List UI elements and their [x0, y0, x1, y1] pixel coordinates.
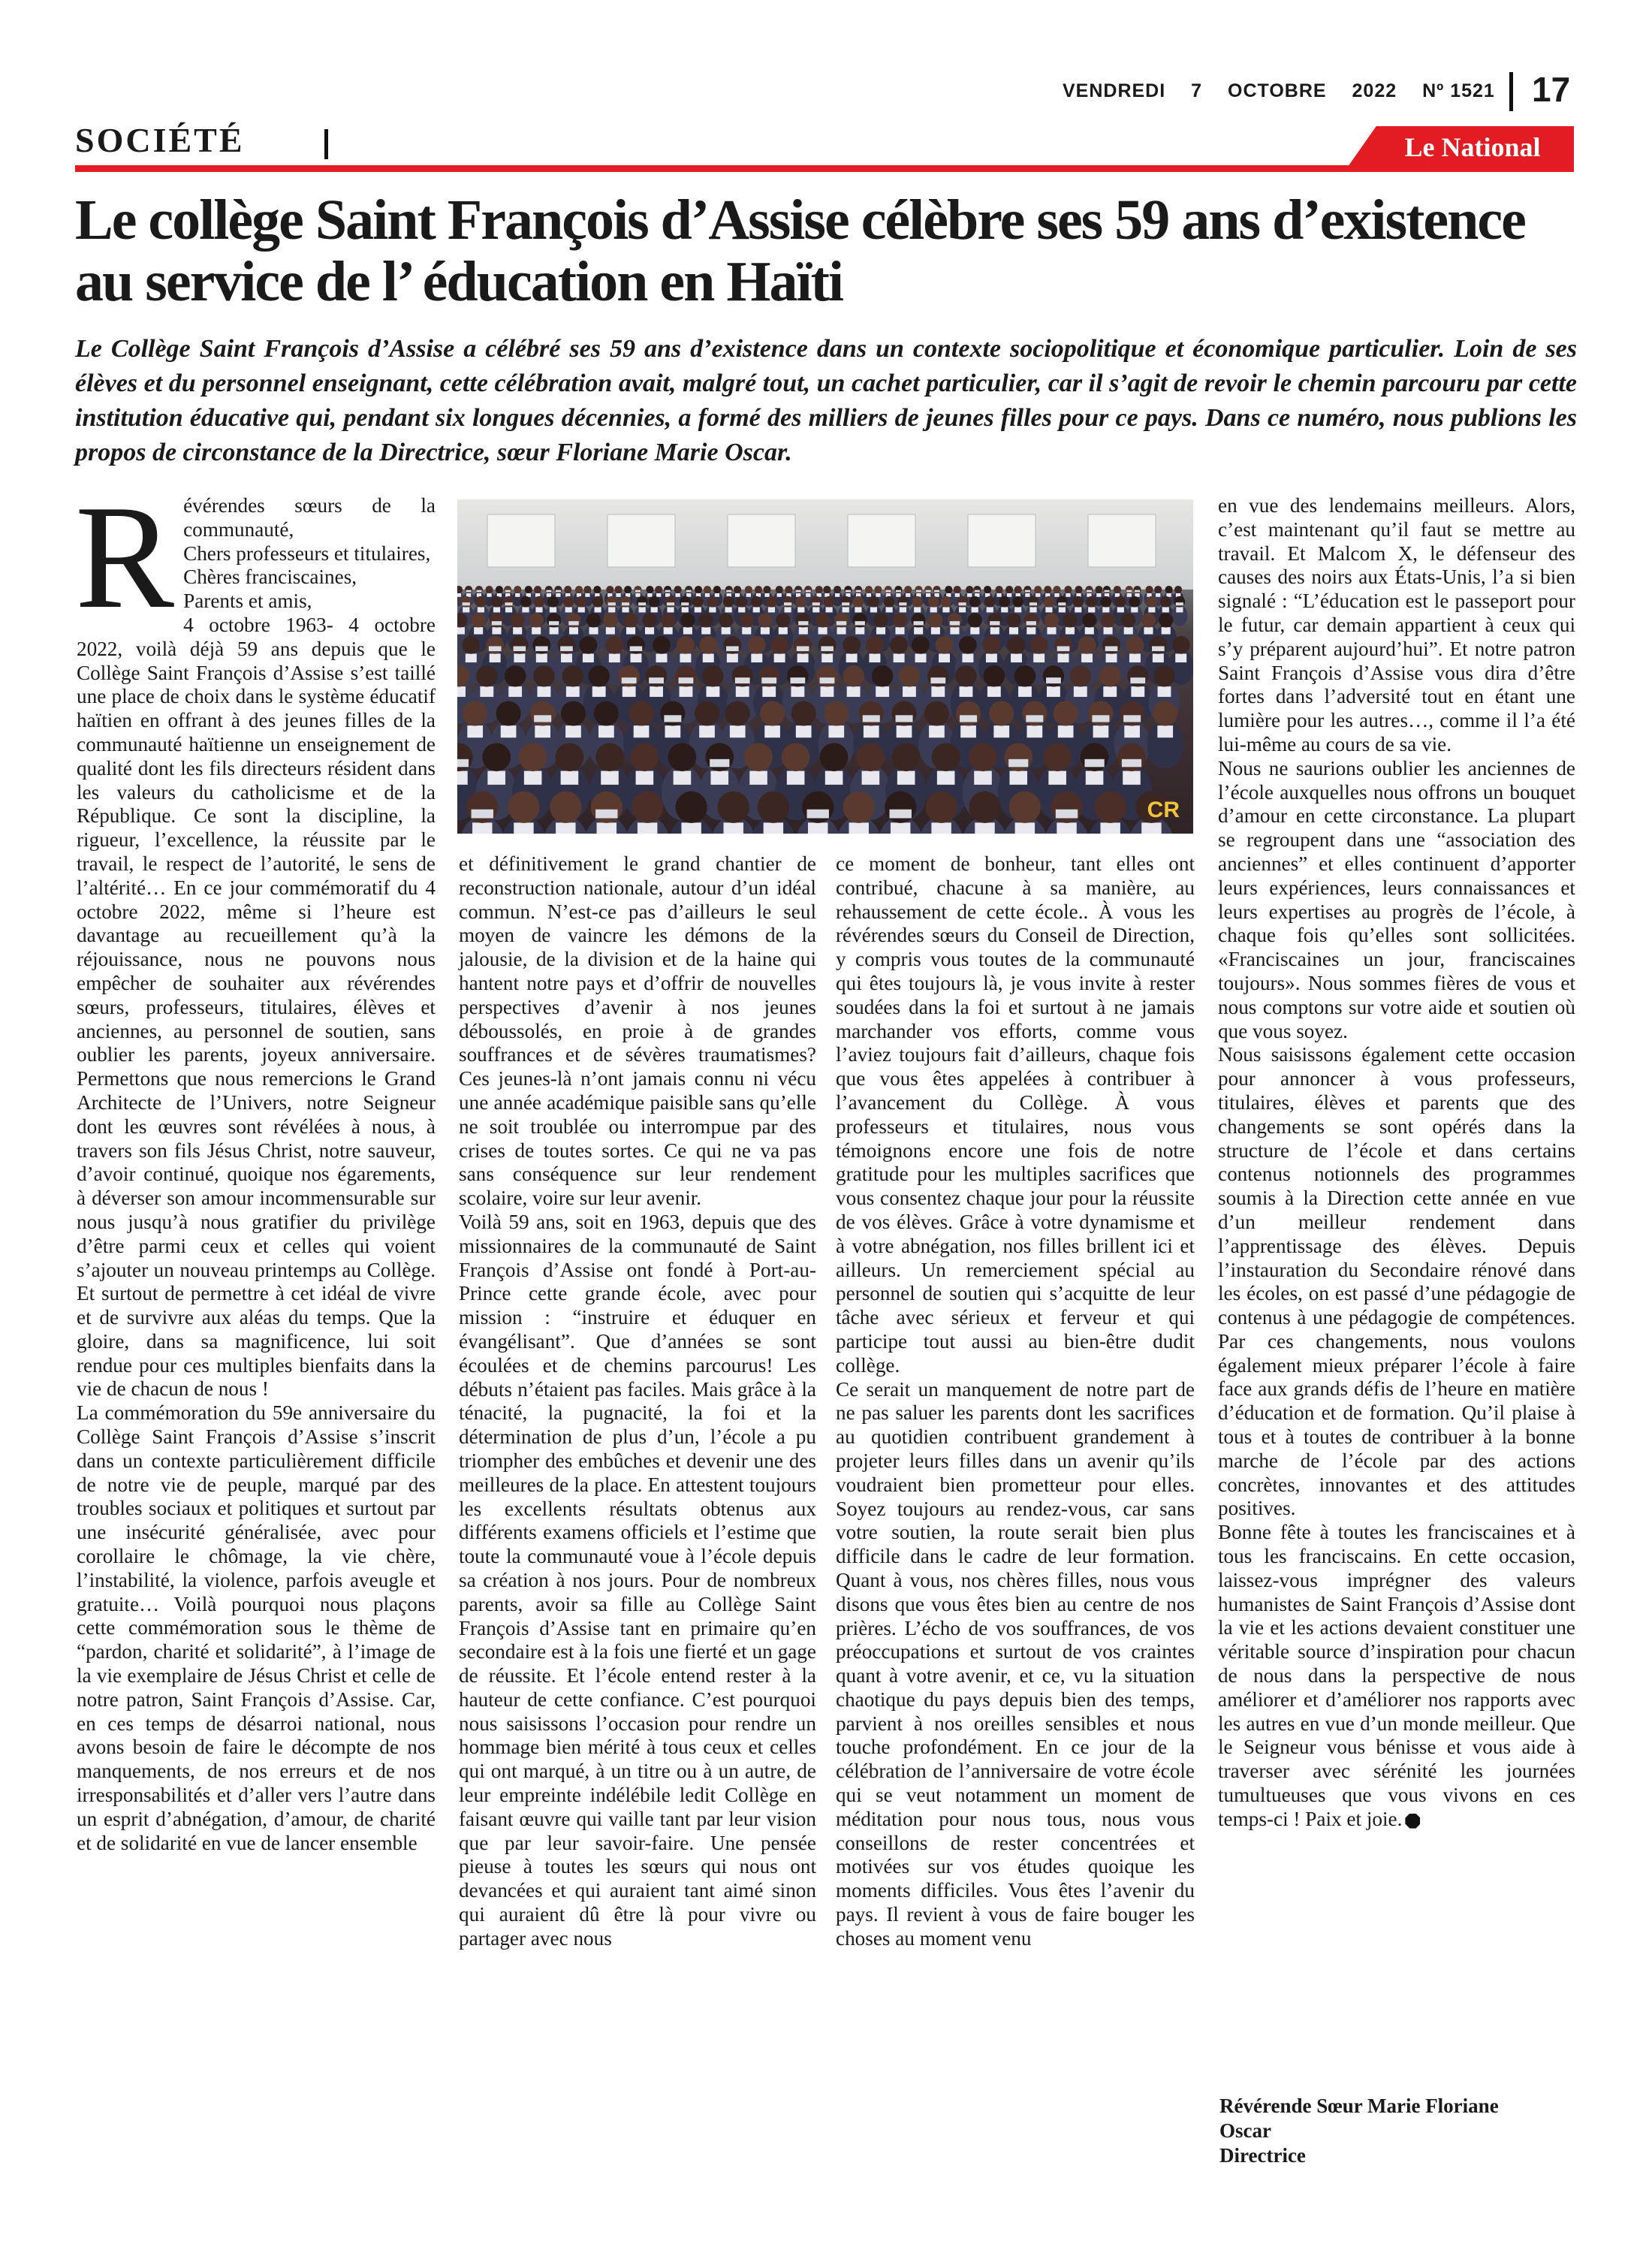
article-column-4: [1218, 494, 1575, 1832]
paragraph: 4 octobre 1963- 4 octobre 2022, voilà déjà 59 ans depuis que le Collège Saint François d’Assise s’est taillé une place de choix dans le système éducatif haïtien en offrant à des jeunes filles de la communauté haïtienne un enseignement de qualité dont les fils directeurs résident dans les valeurs du catholicisme et de la République. Ce sont la discipline, la rigueur, l’excellence, la réussite par le travail, le respect de l’autorité, le sens de l’altérité… En ce jour commémoratif du 4 octobre 2022, même si l’heure est davantage au recueillement qu’à la réjouissance, nous ne pouvons nous empêcher de souhaiter aux révérendes sœurs, professeurs, titulaires, élèves et anciennes, au personnel de soutien, sans oublier les parents, joyeux anniversaire. Permettons que nous remercions le Grand Architecte de l’Univers, notre Seigneur dont les œuvres sont révélées à nous, à travers son fils Jésus Christ, notre sauveur, d’avoir continué, quoique nos égarements, à déverser son amour incommensurable sur nous jusqu’à nous gratifier du privilège d’être parmi ceux et celles qui voient s’ajouter un nouveau printemps au Collège. Et surtout de permettre à cet idéal de vivre et de survivre aux aléas du temps. Que la gloire, dans sa magnificence, lui soit rendue pour ces multiples bienfaits dans la vie de chacun de nous !: [77, 613, 436, 1401]
header-divider: [1509, 72, 1513, 111]
signature-name-line-2: Oscar: [1219, 2119, 1271, 2142]
signature-title: Directrice: [1219, 2144, 1306, 2167]
paragraph: en vue des lendemains meilleurs. Alors, c’est maintenant qu’il faut se mettre au travail. Et Malcom X, le défenseur des causes des noirs aux États-Unis, l’a si bien signalé : “L’éducation est le passeport pour le futur, car demain appartient à ceux qui s’y préparent aujourd’hui”. Et notre patron Saint François d’Assise vous dira d’être fortes dans l’adversité tout en étant une lumière pour les autres…, comme il l’a été lui-même au cours de sa vie.: [1218, 494, 1575, 756]
paragraph: La commémoration du 59e anniversaire du Collège Saint François d’Assise s’inscrit dans un contexte particulièrement difficile de notre vie de peuple, marqué par des troubles sociaux et politiques et surtout par une insécurité généralisée, avec pour corollaire le chômage, la vie chère, l’instabilité, la violence, parfois aveugle et gratuite… Voilà pourquoi nous plaçons cette commémoration sous le thème de “pardon, charité et solidarité”, à l’image de la vie exemplaire de Jésus Christ et celle de notre patron, Saint François d’Assise. Car, en ces temps de désarroi national, nous avons besoin de faire le décompte de nos manquements, de nos erreurs et de nos irresponsabilités et d’aller vers l’autre dans un esprit d’abnégation, d’amour, de charité et de solidarité en vue de lancer ensemble: [77, 1401, 436, 1854]
section-divider: [324, 129, 328, 159]
headline-line-1: Le collège Saint François d’Assise célèbre ses 59 ans d’existence: [75, 189, 1525, 252]
issue-number: Nº 1521: [1422, 80, 1495, 101]
paragraph: Parents et amis,: [183, 590, 312, 613]
paragraph: Chères franciscaines,: [183, 566, 357, 589]
paragraph: Ce serait un manquement de notre part de ne pas saluer les parents dont les sacrifices au quotidien contribuent grandement à projeter leurs filles dans un avenir qu’ils voudraient bien prometteur pour elles. Soyez toujours au rendez-vous, car sans votre soutien, la route serait bien plus difficile dans le cadre de leur formation. Quant à vous, nos chères filles, nous vous disons que vous êtes bien au centre de nos prières. L’écho de vos souffrances, de vos préoccupations et surtout de vos craintes quant à votre avenir, et ce, vu la situation chaotique du pays depuis bien des temps, parvient à nos oreilles sensibles et nous touche profondément. En ce jour de la célébration de l’anniversaire de votre école qui se veut notamment un moment de méditation pour nous tous, nous vous conseillons de rester concentrées et motivées sur vos études quoique les moments difficiles. Vous êtes l’avenir du pays. Il revient à vous de faire bouger les choses au moment venu: [836, 1377, 1195, 1950]
photo-credit-logo: CR: [1147, 798, 1180, 822]
paragraph: Nous ne saurions oublier les anciennes de l’école auxquelles nous offrons un bouquet d’amour en cette circonstance. La plupart se regroupent dans une “association des anciennes” et elles continuent d’apporter leurs expériences, leurs connaissances et leurs expertises au progrès de l’école, à chaque fois qu’elles sont sollicitées. «Franciscaines un jour, franciscaines toujours». Nous sommes fières de vous et nous comptons sur votre aide et soutien où que vous soyez.: [1218, 756, 1575, 1042]
signature-name-line-1: Révérende Sœur Marie Floriane: [1219, 2095, 1499, 2117]
paragraph: Voilà 59 ans, soit en 1963, depuis que des missionnaires de la communauté de Saint François d’Assise ont fondé à Port-au-Prince cette grande école, avec pour mission : “instruire et éduquer en évangélisant”. Que d’années se sont écoulées et de chemins parcourus! Les débuts n’étaient pas faciles. Mais grâce à la ténacité, la pugnacité, la foi et la détermination de plus d’un, l’école a pu triompher des embûches et devenir une des meilleures de la place. En attestent toujours les excellents résultats obtenus aux différents examens officiels et l’estime que toute la communauté voue à l’école depuis sa création à nos jours. Pour de nombreux parents, avoir sa fille au Collège Saint François d’Assise tant en primaire qu’en secondaire est à la fois une fierté et un gage de réussite. Et l’école entend rester à la hauteur de cette confiance. C’est pourquoi nous saisissons l’occasion pour rendre un hommage bien mérité à tous ceux et celles qui ont marqué, à un titre ou à un autre, de leur empreinte indélébile ledit Collège en faisant œuvre qui vaille tant par leur vision que par leur savoir-faire. Une pensée pieuse à toutes les sœurs qui nous ont devancées et qui auraient tant aimé sinon qui auraient dû être là pour vivre ou partager avec nous: [459, 1210, 816, 1950]
article-lead: Le Collège Saint François d’Assise a célébré ses 59 ans d’existence dans un contexte sociopolitique et économique particulier. Loin de ses élèves et du personnel enseignant, cette célébration avait, malgré tout, un cachet particulier, car il s’agit de revoir le chemin parcouru par cette institution éducative qui, pendant six longues décennies, a formé des milliers de jeunes filles pour ce pays. Dans ce numéro, nous publions les propos de circonstance de la Directrice, sœur Floriane Marie Oscar.: [75, 335, 1577, 466]
students-crowd-image: [457, 499, 1193, 834]
page-number: 17: [1532, 70, 1571, 109]
issue-day: VENDREDI: [1063, 80, 1166, 101]
newspaper-brand: Le National: [1404, 132, 1541, 162]
article-column-2: [459, 852, 816, 1951]
paragraph-text: Bonne fête à toutes les franciscaines et à tous les franciscains. En cette occasion, laissez-vous imprégner des valeurs humanistes de Saint François d’Assise dont la vie et les actions devaient constituer une véritable source d’inspiration pour chacun de nous dans la perspective de nous améliorer et d’améliorer nos rapports avec les autres en vue d’un monde meilleur. Que le Seigneur vous bénisse et vous aide à traverser avec sérénité les journées tumultueuses que vous vivons en ces temps-ci ! Paix et joie.: [1218, 1521, 1575, 1830]
article-headline: [75, 189, 1577, 312]
issue-date-number: 7: [1191, 80, 1203, 101]
paragraph-final: [1218, 1521, 1575, 1831]
drop-cap: R: [75, 475, 175, 639]
article-photo: [457, 499, 1193, 834]
paragraph: Nous saisissons également cette occasion pour annoncer à vous professeurs, titulaires, élèves et parents que des changements se sont opérés dans la structure de l’école et dans certains contenus notionnels des programmes soumis à la Direction cette année en vue d’un meilleur rendement dans l’apprentissage des élèves. Depuis l’instauration du Secondaire rénové dans les écoles, on est passé d’une pédagogie de contenus à une pédagogie de compétences. Par ces changements, nous voulons également mieux préparer l’école à faire face aux grands défis de l’heure en matière d’éducation et de formation. Qu’il plaise à tous et à toutes de contribuer à la bonne marche de l’école par des actions concrètes, innovantes et des attitudes positives.: [1218, 1043, 1575, 1520]
issue-year: 2022: [1352, 80, 1397, 101]
section-title: SOCIÉTÉ: [75, 121, 245, 159]
paragraph: évérendes sœurs de la communauté,: [183, 494, 436, 541]
end-of-article-icon: [1405, 1814, 1420, 1829]
issue-month: OCTOBRE: [1228, 80, 1327, 101]
article-column-1: [75, 475, 436, 1855]
paragraph: et définitivement le grand chantier de reconstruction nationale, autour d’un idéal commun. N’est-ce pas d’ailleurs le seul moyen de vaincre les démons de la jalousie, de la division et de la haine qui hantent notre pays et d’offrir de nouvelles perspectives d’avenir à nos jeunes déboussolés, en proie à de grandes souffrances et de sévères traumatismes? Ces jeunes-là n’ont jamais connu ni vécu une année académique paisible sans qu’elle ne soit troublée ou interrompue par des crises de toutes sortes. Ce qui ne va pas sans conséquence sur leur rendement scolaire, voire sur leur avenir.: [459, 852, 816, 1210]
paragraph: ce moment de bonheur, tant elles ont contribué, chacune à sa manière, au rehaussement de cette école.. À vous les révérendes sœurs du Conseil de Direction, y compris vous toutes de la communauté qui êtes toujours là, je vous invite à rester soudées dans la foi et surtout à ne jamais marchander vos efforts, comme vous l’aviez toujours fait d’ailleurs, chaque fois que vous êtes appelées à contribuer à l’avancement du Collège. À vous professeurs et titulaires, nous vous témoignons encore une fois de notre gratitude pour les multiples sacrifices que vous consentez chaque jour pour la réussite de vos élèves. Grâce à votre dynamisme et à votre abnégation, nos filles brillent ici et ailleurs. Un remerciement spécial au personnel de soutien qui s’acquitte de leur tâche avec sérieux et ferveur et qui participe tout aussi au bien-être dudit collège.: [836, 852, 1195, 1377]
paragraph: Chers professeurs et titulaires,: [183, 541, 431, 565]
headline-line-2: au service de l’ éducation en Haïti: [75, 250, 843, 313]
signature-block: [1219, 2094, 1577, 2168]
issue-date-line: [1063, 80, 1515, 102]
article-column-3: [836, 852, 1195, 1951]
